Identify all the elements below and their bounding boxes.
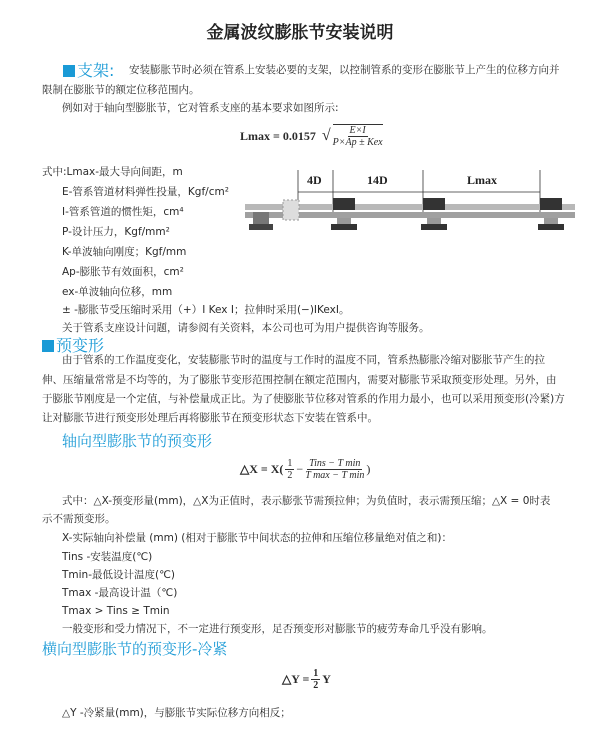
formula-fraction [333,124,383,148]
fraction-half [311,668,320,691]
square-bullet-icon [63,65,75,77]
sqrt-icon: √ [321,127,331,144]
formula-lateral [282,668,331,691]
numerator: 1 [313,668,319,679]
desc-line: Tmax > Tins ≥ Tmin [62,605,170,617]
bellows-icon [283,200,299,220]
definition-line: 式中:Lmax-最大导向间距，m [42,166,183,178]
desc-line: Tmax -最高设计温（℃) [62,587,178,599]
formula-lhs: △X = X( [240,462,284,476]
definition-line: 关于管系支座设计问题，请参阅有关资料，本公司也可为用户提供咨询等服务。 [62,322,430,334]
pipe-support-diagram [245,168,575,248]
minus: − [296,462,304,476]
definition-line: Ap-膨胀节有效面积，cm² [62,266,184,278]
heading-text: 预变形 [56,336,105,355]
definition-line: ex-单波轴向位移，mm [62,286,173,298]
formula-lmax [240,124,385,148]
desc-line: Tins -安装温度(℃) [62,551,153,563]
desc-line: 一般变形和受力情况下，不一定进行预变形，足否预变形对膨胀节的疲劳寿命几乎没有影响。 [62,623,493,635]
paragraph-line: 伸、压缩量常常是不均等的，为了膨胀节变形范围控制在额定范围内，需要对膨胀节采取预变形处理。另外，由 [42,374,557,386]
paragraph-line: 让对膨胀节进行预变形处理后再将膨胀节在预变形状态下安装在管系中。 [42,412,378,424]
dim-label-14d: 14D [367,173,388,187]
desc-line: △Y -冷紧量(mm)，与膨胀节实际位移方向相反； [62,707,291,719]
denominator: 2 [313,680,319,691]
desc-line: X-实际轴向补偿量 (mm) (相对于膨胀节中间状态的拉伸和压缩位移量绝对值之和)： [62,532,452,544]
paragraph-line: 例如对于轴向型膨胀节，它对管系支座的基本要求如图所示: [62,102,339,114]
desc-line: 式中：△X-预变形量(mm)，△X为正值时，表示膨张节需预拉伸；为负值时，表示需预压缩；△X = 0时表 [62,495,551,507]
numerator: 1 [287,458,293,469]
paren: ) [366,462,371,476]
fraction-temp [305,458,364,481]
section-heading-support [63,58,114,81]
heading-text: 支架: [77,61,115,80]
numerator: Tins − T min [309,458,361,469]
square-bullet-icon [42,340,54,352]
paragraph-line: 限制在膨胀节的额定位移范围内。 [42,84,200,96]
definition-line: K-单波轴向刚度；Kgf/mm [62,246,187,258]
desc-line: 示不需预变形。 [42,513,116,525]
definition-line: ± -膨胀节受压缩时采用（+）I Kex I；拉伸时采用(−)IKexI。 [62,304,350,316]
paragraph-line: 于膨胀节刚度是一个定值，与补偿量成正比。为了使膨胀节位移对管系的作用力最小，也可以采用预变形(冷紧)方 [42,393,565,405]
dim-label-4d: 4D [307,173,322,187]
numerator: E×I [349,125,366,136]
paragraph-line: 由于管系的工作温度变化，安装膨胀节时的温度与工作时的温度不同，管系热膨胀冷缩对膨胀节产生的拉 [62,354,545,366]
formula-axial [240,458,370,481]
formula-rhs: Y [322,672,331,686]
denominator: T max − T min [305,470,365,481]
subheading-axial: 轴向型膨胀节的预变形 [62,432,213,450]
formula-lhs: △Y = [282,672,310,686]
fraction-half [285,458,294,481]
formula-lhs: Lmax = 0.0157 [240,128,316,143]
dim-label-lmax: Lmax [467,173,497,187]
denominator: P×Ap ± Kex [332,137,383,148]
page-title: 金属波纹膨胀节安装说明 [206,23,394,43]
desc-line: Tmin-最低设计温度(℃) [62,569,175,581]
definition-line: P-设计压力，Kgf/mm² [62,226,170,238]
subheading-lateral: 横向型膨胀节的预变形-冷紧 [42,640,228,658]
paragraph-line: 安装膨胀节时必须在管系上安装必要的支架，以控制管系的变形在膨胀节上产生的位移方向并 [129,64,560,76]
definition-line: E-管系管道材料弹性投量，Kgf/cm² [62,186,229,198]
denominator: 2 [287,470,293,481]
definition-line: I-管系管道的惯性矩，cm⁴ [62,206,184,218]
